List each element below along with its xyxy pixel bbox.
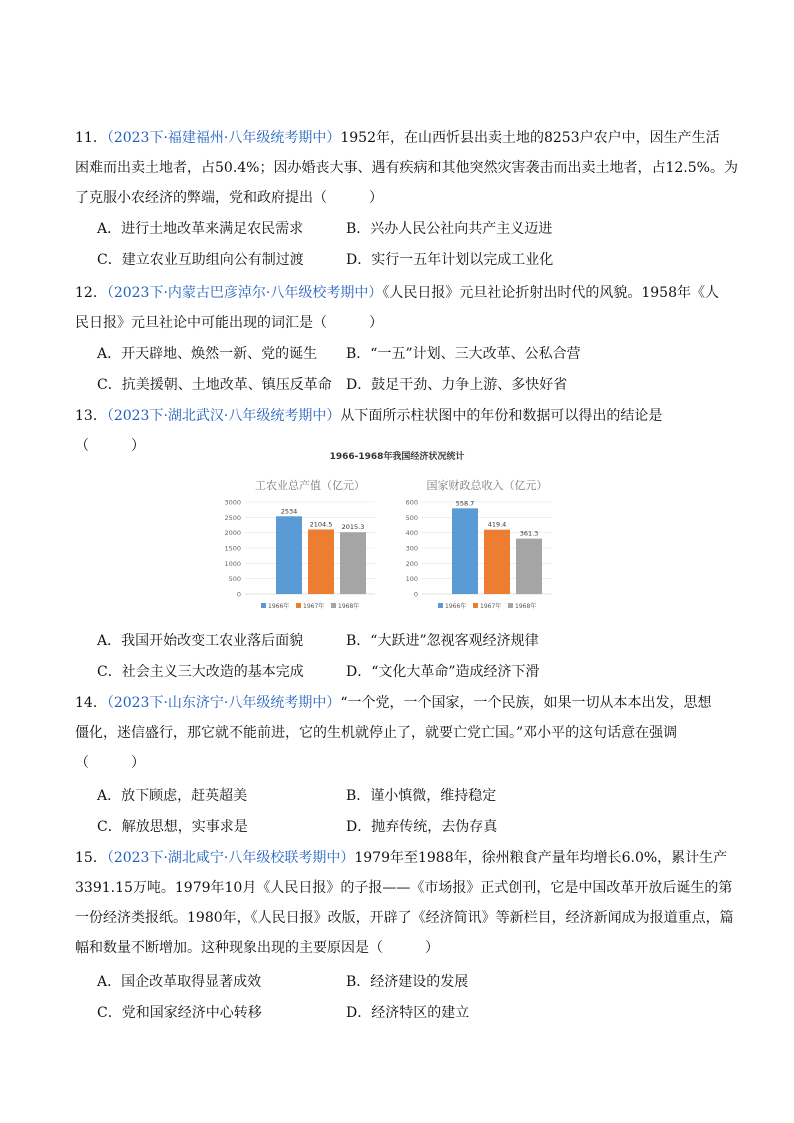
chart1-legend-1966: 1966年 [268,603,290,610]
q13-option-a[interactable]: A．我国开始改变工农业落后面貌 [97,633,304,649]
q15-option-a[interactable]: A．国企改革取得显著成效 [97,974,262,990]
q13-text-1: 从下面所示柱状图中的年份和数据可以得出的结论是 [340,408,663,424]
chart2-bar [452,508,478,594]
q11-option-b[interactable]: B．兴办人民公社向共产主义迈进 [346,221,553,237]
chart2-legend-1968: 1968年 [515,603,537,610]
chart1-ytick-label: 0 [236,590,241,599]
q13-option-b[interactable]: B．“大跃进”忽视客观经济规律 [346,633,539,649]
chart1-ytick-label: 1500 [224,544,241,553]
chart1-bar-value-label: 2104.5 [309,520,333,529]
q14-text-2: 僵化，迷信盛行，那它就不能前进，它的生机就停止了，就要亡党亡国。”邓小平的这句话意在强调 [75,725,678,741]
figure-title: 1966-1968年我国经济状况统计 [329,452,465,462]
q14-option-c[interactable]: C．解放思想，实事求是 [97,819,248,835]
q11-line1 [75,128,723,148]
chart2-ytick-label: 300 [405,544,418,553]
chart1-legend-swatch-1967 [296,603,301,608]
q15-text-2: 3391.15万吨。1979年10月《人民日报》的子报——《市场报》正式创刊，它是中国改革开放后诞生的第 [75,880,733,896]
q13-option-d[interactable]: D．“文化大革命”造成经济下滑 [346,664,540,680]
economy-bar-charts [0,462,794,622]
q11-source: （2023下·福建福州·八年级统考期中） [106,130,341,146]
chart2-legend-1966: 1966年 [445,603,467,610]
chart1-ytick-label: 500 [228,575,241,584]
chart2-ytick-label: 500 [405,513,418,522]
chart1-bar [308,529,334,594]
chart1-ytick-label: 2000 [224,529,241,538]
q11-text-1: 1952年，在山西忻县出卖土地的8253户农户中，因生产生活 [340,130,720,146]
q14-text-3: （ ） [75,755,145,771]
q13-option-c[interactable]: C．社会主义三大改造的基本完成 [97,664,304,680]
chart2-ytick-label: 600 [405,498,418,507]
q14-line1 [75,693,723,713]
q14-number: 14． [75,695,107,711]
chart2-legend-swatch-1967 [473,603,478,608]
chart1-bar-value-label: 2015.3 [341,523,365,532]
chart1-ytick-label: 3000 [224,498,241,507]
q15-line1 [75,848,728,868]
q14-option-d[interactable]: D．抛弃传统，去伪存真 [346,819,498,835]
chart1-bar [276,516,302,594]
q12-option-b[interactable]: B．“一五”计划、三大改革、公私合营 [346,346,581,362]
q14-source: （2023下·山东济宁·八年级统考期中） [106,695,341,711]
q15-text-1: 1979年至1988年，徐州粮食产量年均增长6.0%，累计生产 [354,850,728,866]
chart2-legend-swatch-1968 [508,603,513,608]
chart1-ytick-label: 1000 [224,559,241,568]
chart1-ytick-label: 2500 [224,513,241,522]
q15-source: （2023下·湖北咸宁·八年级校联考期中） [106,850,355,866]
q13-source: （2023下·湖北武汉·八年级统考期中） [106,408,341,424]
chart2-legend-swatch-1966 [438,603,443,608]
chart1-legend-1968: 1968年 [338,603,360,610]
q15-text-3: 一份经济类报纸。1980年，《人民日报》改版，开辟了《经济简讯》等新栏目，经济新闻成为报道重点，篇 [75,910,734,926]
q12-option-a[interactable]: A．开天辟地、焕然一新、党的诞生 [97,346,318,362]
chart2-ytick-label: 200 [405,559,418,568]
chart1-title: 工农业总产值（亿元） [255,479,365,492]
chart1-legend-swatch-1966 [261,603,266,608]
q11-number: 11． [75,130,107,146]
chart2-bar [484,530,510,594]
chart2-bar-value-label: 558.7 [455,499,475,508]
chart2-ytick-label: 100 [405,575,418,584]
q11-option-d[interactable]: D．实行一五年计划以完成工业化 [346,252,554,268]
chart2-ytick-label: 400 [405,529,418,538]
q11-text-3: 了克服小农经济的弊端，党和政府提出（ ） [75,190,383,206]
q12-option-d[interactable]: D．鼓足干劲、力争上游、多快好省 [346,377,568,393]
q15-option-d[interactable]: D．经济特区的建立 [346,1005,470,1021]
q11-text-2: 困难而出卖土地者，占50.4%；因办婚丧大事、遇有疾病和其他突然灾害袭击而出卖土地者，占12.5%。为 [75,160,738,176]
q12-line1 [75,283,723,303]
chart2-title: 国家财政总收入（亿元） [426,479,548,492]
q14-text-1: “一个党，一个国家，一个民族，如果一切从本本出发，思想 [340,695,712,711]
chart2-legend-1967: 1967年 [480,603,502,610]
q11-option-c[interactable]: C．建立农业互助组向公有制过渡 [97,252,304,268]
q15-number: 15． [75,850,107,866]
chart1-bar-value-label: 2534 [280,507,298,516]
q15-option-b[interactable]: B．经济建设的发展 [346,974,469,990]
q14-option-a[interactable]: A．放下顾虑，赶英超美 [97,788,248,804]
q13-text-2: （ ） [75,438,145,454]
q12-number: 12． [75,285,107,301]
chart2-bar [516,539,542,594]
q11-option-a[interactable]: A．进行土地改革来满足农民需求 [97,221,304,237]
chart2-ytick-label: 0 [413,590,418,599]
q12-text-2: 民日报》元旦社论中可能出现的词汇是（ ） [75,315,383,331]
q12-option-c[interactable]: C．抗美援朝、土地改革、镇压反革命 [97,377,332,393]
chart1-bar [340,532,366,594]
q15-text-4: 幅和数量不断增加。这种现象出现的主要原因是（ ） [75,940,439,956]
chart1-legend [261,602,359,610]
q14-option-b[interactable]: B．谨小慎微，维持稳定 [346,788,497,804]
q12-text-1: 《人民日报》元旦社论折射出时代的风貌。1958年《人 [382,285,719,301]
chart2-legend [438,602,536,610]
q15-option-c[interactable]: C．党和国家经济中心转移 [97,1005,262,1021]
chart1-legend-1967: 1967年 [303,603,325,610]
chart2-bar-value-label: 419.4 [487,520,507,529]
q13-line1 [75,406,723,426]
q13-number: 13． [75,408,107,424]
q12-source: （2023下·内蒙古巴彦淖尔·八年级校考期中） [106,285,383,301]
chart2-bar-value-label: 361.3 [519,529,539,538]
chart1-legend-swatch-1968 [331,603,336,608]
